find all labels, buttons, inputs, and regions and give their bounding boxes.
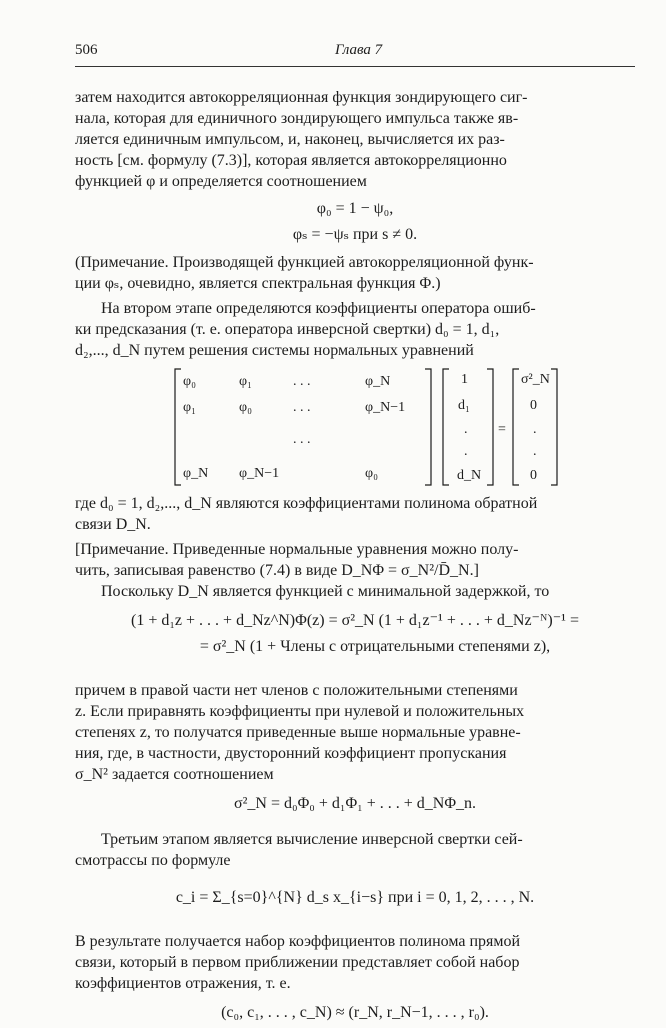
vector-rhs-cell: 0 <box>530 398 537 413</box>
matrix-cell: φ₀ <box>183 374 196 389</box>
matrix-cell: . . . <box>293 374 311 389</box>
equals-sign: = <box>498 422 506 437</box>
text-line: В результате получается набор коэффициентов полинома прямой <box>75 933 521 950</box>
text-line: связи D_N. <box>75 516 151 533</box>
text-line: ляется единичным импульсом, и, наконец, вычисляется их раз- <box>75 131 505 148</box>
text-line: затем находится автокорреляционная функция зондирующего сиг- <box>75 89 528 106</box>
text-line: ность [см. формулу (7.3)], которая является автокорреляционно <box>75 152 507 169</box>
vector-d-cell: d_N <box>457 468 482 483</box>
text-line: причем в правой части нет членов с положительными степенями <box>75 682 518 699</box>
matrix-cell: φ_N <box>183 466 209 481</box>
matrix-cell: φ₁ <box>239 374 252 389</box>
equation-reflection: (c₀, c₁, . . . , c_N) ≈ (r_N, r_N−1, . . . , r₀). <box>221 1004 489 1021</box>
vector-d-cell: d₁ <box>458 398 470 413</box>
matrix-cell: φ₀ <box>239 400 252 415</box>
text-line: σ_N² задается соотношением <box>75 766 274 783</box>
vector-rhs-right-bracket <box>551 369 557 485</box>
text-line: степенях z, то получатся приведенные выше нормальные уравне- <box>75 724 521 741</box>
paragraph-1 <box>75 87 635 192</box>
paragraph-2 <box>75 298 635 361</box>
text-line: нала, которая для единичного зондирующего импульса также яв- <box>75 110 519 127</box>
matrix-cell: φ_N−1 <box>239 466 280 481</box>
equation-phi0: φ₀ = 1 − ψ₀, <box>316 200 394 217</box>
matrix-cell: φ_N <box>365 374 391 389</box>
note-2 <box>75 539 635 581</box>
text-line: смотрассы по формуле <box>75 852 231 869</box>
equation-generating: (1 + d₁z + . . . + d_Nz^N)Φ(z) = σ²_N (1 + d₁z⁻¹ + . . . + d_Nz⁻ᴺ)⁻¹ = <box>131 612 579 629</box>
matrix-cell: . . . <box>293 400 311 415</box>
paragraph-6 <box>75 829 635 871</box>
book-page <box>75 40 635 1028</box>
matrix-cell: φ₁ <box>183 400 196 415</box>
text-line: Третьим этапом является вычисление инверсной свертки сей- <box>101 831 523 848</box>
vector-rhs-cell: . <box>533 422 537 437</box>
equation-sigma: σ²_N = d₀Φ₀ + d₁Φ₁ + . . . + d_NΦ_n. <box>233 795 477 812</box>
chapter-title: Глава 7 <box>335 42 383 58</box>
text-line: Поскольку D_N является функцией с минимальной задержкой, то <box>101 583 550 600</box>
note-1 <box>75 252 635 294</box>
vector-rhs-cell: σ²_N <box>521 372 550 387</box>
text-line: ния, где, в частности, двусторонний коэффициент пропускания <box>75 745 507 762</box>
text-line: На втором этапе определяются коэффициенты оператора ошиб- <box>101 300 536 317</box>
matrix-cell: φ₀ <box>365 466 378 481</box>
matrix-right-bracket <box>425 369 431 485</box>
vector-d-right-bracket <box>487 369 493 485</box>
paragraph-7 <box>75 931 635 994</box>
normal-equations-matrix <box>115 363 595 491</box>
matrix-left-bracket <box>175 369 181 485</box>
text-line: функцией φ и определяется соотношением <box>75 173 367 190</box>
text-line: (Примечание. Производящей функцией автокорреляционной функ- <box>75 254 534 271</box>
text-line: [Примечание. Приведенные нормальные уравнения можно полу- <box>75 541 519 558</box>
page-header <box>75 40 635 67</box>
paragraph-4 <box>75 581 635 602</box>
vector-rhs-left-bracket <box>513 369 519 485</box>
vector-d-left-bracket <box>443 369 449 485</box>
vector-rhs-cell: . <box>533 444 537 459</box>
vector-d-cell: . <box>464 422 468 437</box>
matrix-cell: φ_N−1 <box>365 400 406 415</box>
text-line: связи, который в первом приближении представляет собой набор <box>75 954 520 971</box>
text-line: ки предсказания (т. е. оператора инверсной свертки) d₀ = 1, d₁, <box>75 321 500 338</box>
text-line: z. Если приравнять коэффициенты при нулевой и положительных <box>75 703 525 720</box>
equation-phis: φₛ = −ψₛ при s ≠ 0. <box>292 226 418 243</box>
equation-convolution: c_i = Σ_{s=0}^{N} d_s x_{i−s} при i = 0, 1, 2, . . . , N. <box>175 889 535 906</box>
paragraph-5 <box>75 680 635 785</box>
page-number: 506 <box>75 42 98 58</box>
text-line: d₂,..., d_N путем решения системы нормальных уравнений <box>75 342 474 359</box>
paragraph-3 <box>75 493 635 535</box>
text-line: где d₀ = 1, d₂,..., d_N являются коэффициентами полинома обратной <box>75 495 538 512</box>
vector-rhs-cell: 0 <box>530 468 537 483</box>
vector-d-cell: . <box>464 444 468 459</box>
equation-generating-cont: = σ²_N (1 + Члены с отрицательными степенями z), <box>199 638 551 655</box>
text-line: коэффициентов отражения, т. е. <box>75 975 291 992</box>
text-line: чить, записывая равенство (7.4) в виде D_NΦ = σ_N²/D̄_N.] <box>75 562 479 579</box>
vector-d-cell: 1 <box>461 372 468 387</box>
text-line: ции φₛ, очевидно, является спектральная функция Φ.) <box>75 275 441 292</box>
matrix-cell: . . . <box>293 432 311 447</box>
